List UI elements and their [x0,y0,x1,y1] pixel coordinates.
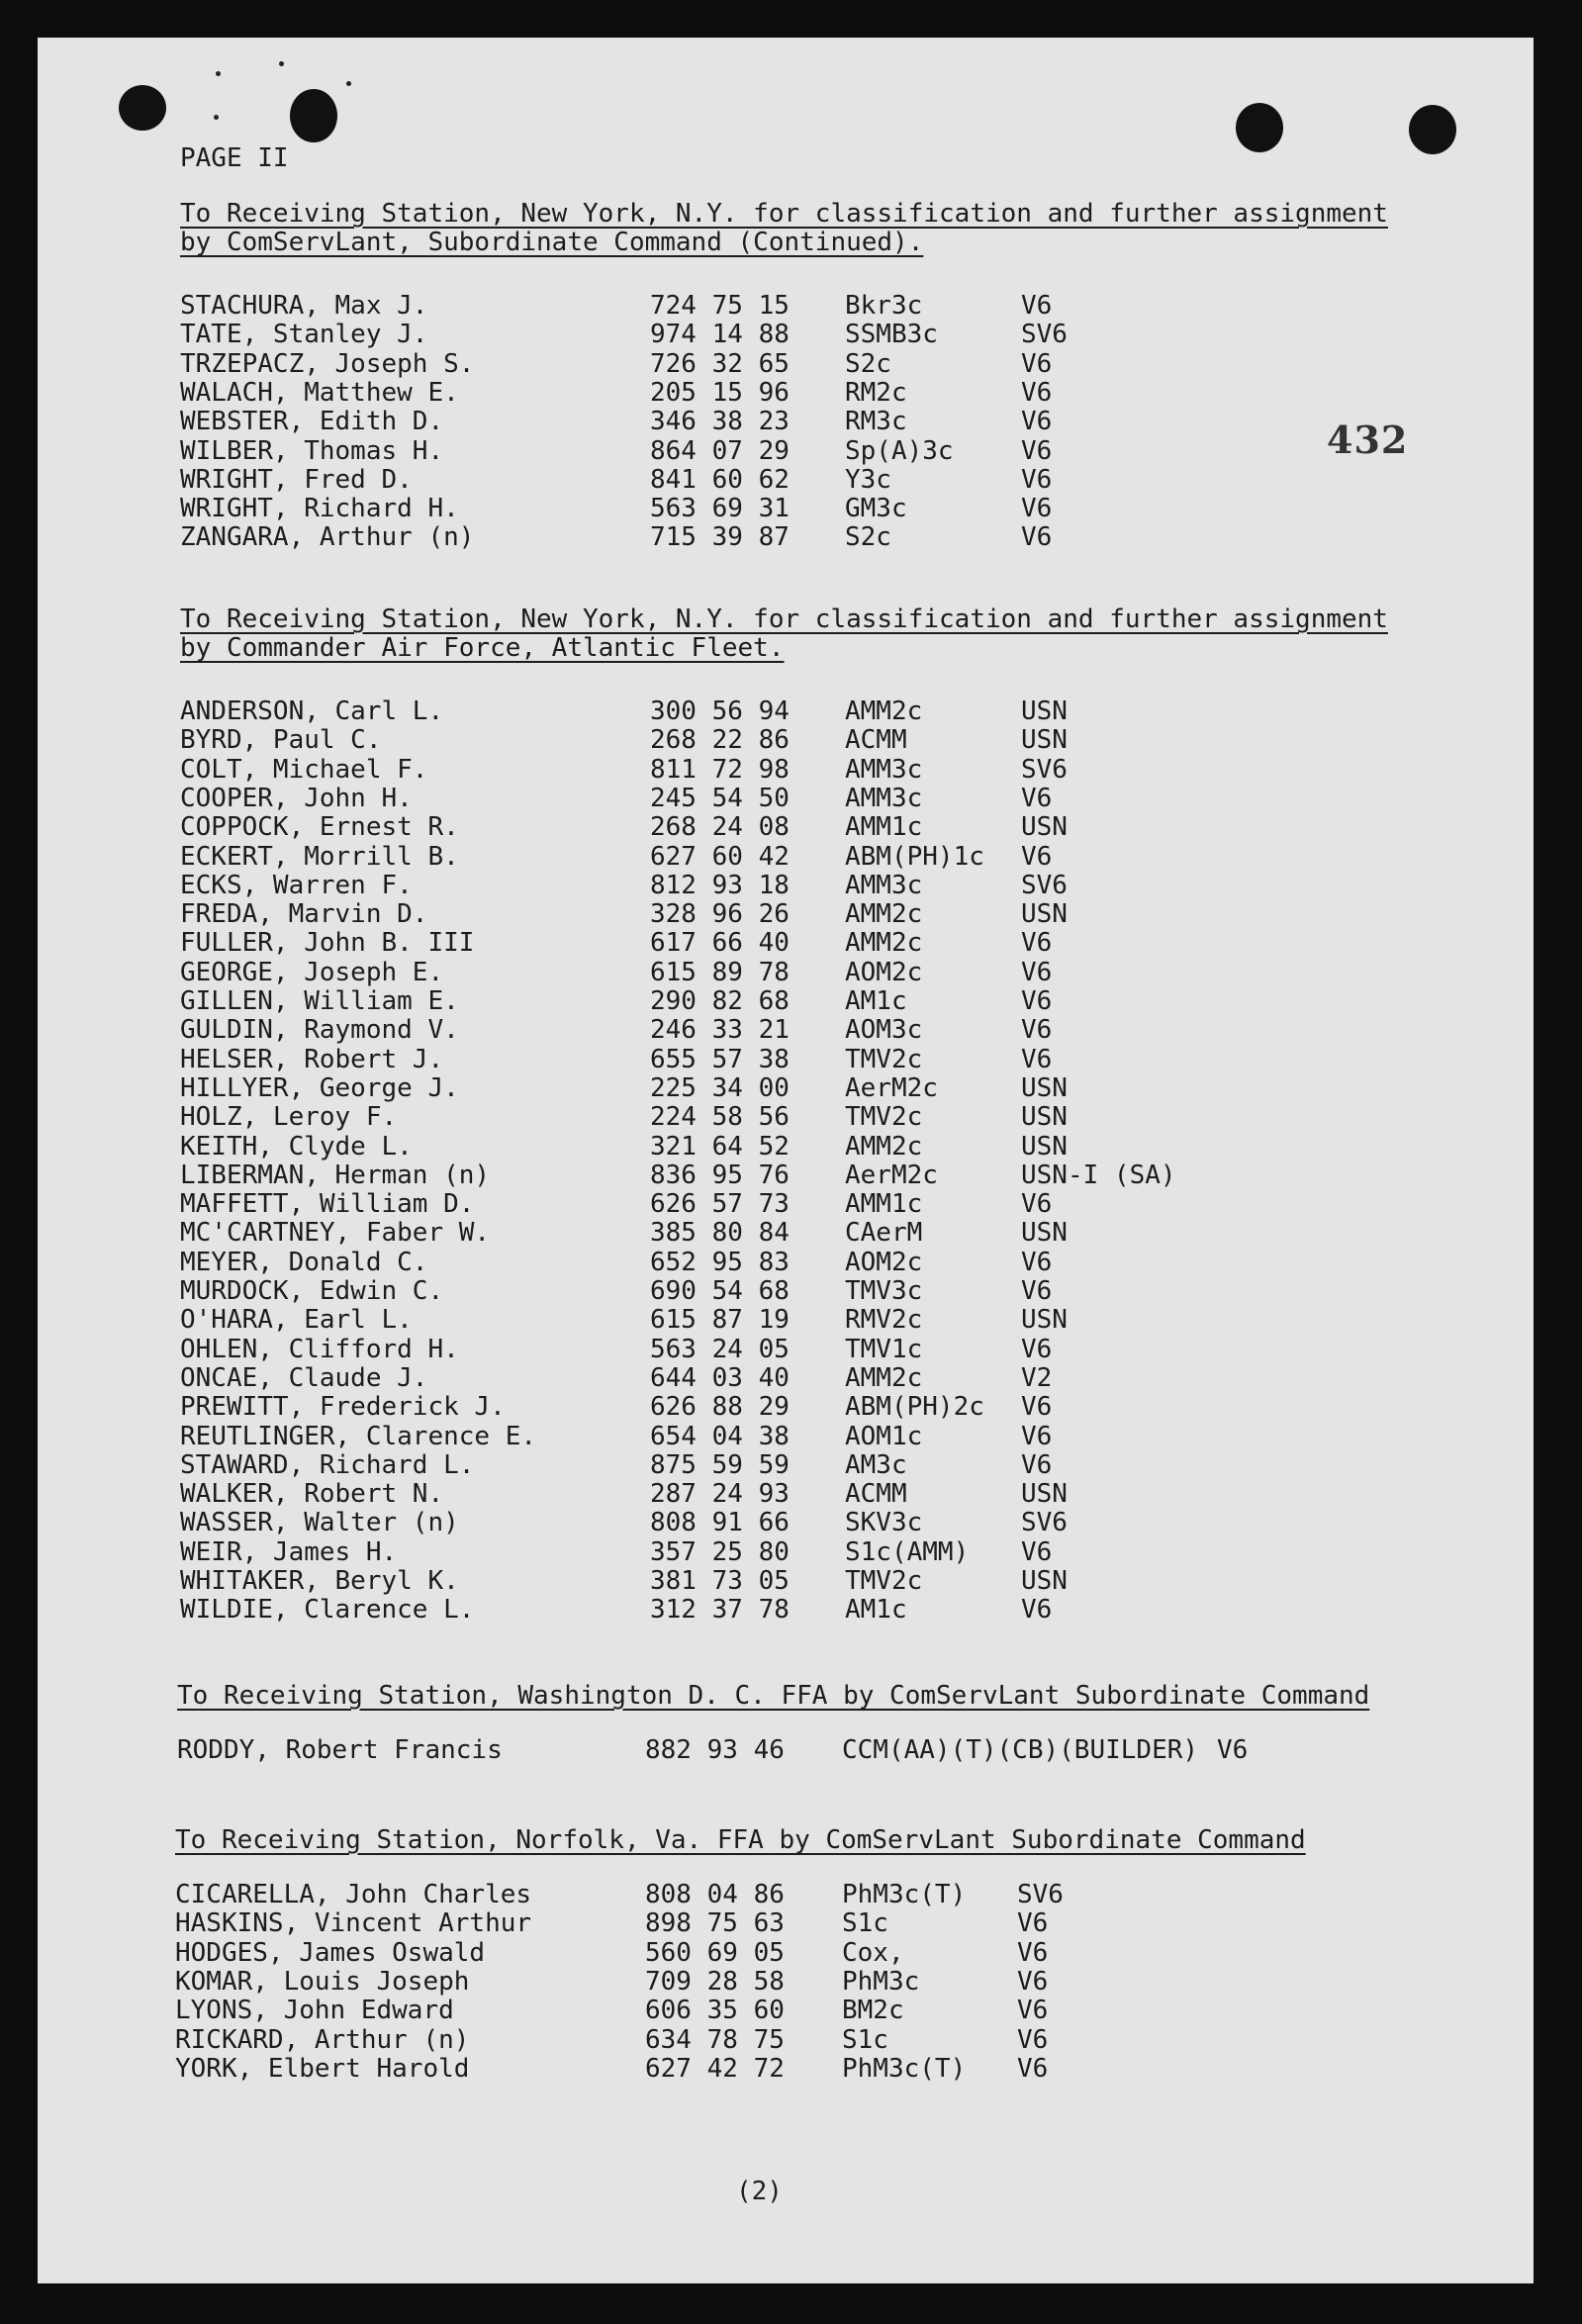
punch-hole-3 [1236,103,1283,152]
name-cell: WALKER, Robert N. [180,1479,444,1510]
status-cell: V6 [1017,1908,1049,1939]
service-no-cell: 205 15 96 [650,377,790,408]
section-heading [180,229,923,257]
service-no-cell: 626 88 29 [650,1392,790,1423]
service-no-cell: 655 57 38 [650,1044,790,1074]
status-cell: USN-I (SA) [1021,1160,1176,1190]
punch-hole-4 [1409,105,1456,154]
rate-cell: ABM(PH)1c [845,841,984,872]
status-cell: V6 [1021,291,1053,321]
rate-cell: S1c(AMM) [845,1536,970,1567]
status-cell: V6 [1021,377,1053,408]
punch-hole-1 [119,85,166,131]
service-no-cell: 606 35 60 [645,1996,785,2026]
rate-cell: S2c [845,522,891,553]
name-cell: WEIR, James H. [180,1536,398,1567]
service-no-cell: 246 33 21 [650,1015,790,1046]
status-cell: SV6 [1021,1508,1068,1538]
rate-cell: PhM3c [842,1966,920,1997]
status-cell: USN [1021,812,1068,843]
status-cell: USN [1021,1479,1068,1510]
rate-cell: BM2c [842,1996,904,2026]
name-cell: HASKINS, Vincent Arthur [175,1908,532,1939]
rate-cell: Y3c [845,464,891,495]
rate-cell: AMM3c [845,783,923,813]
status-cell: V6 [1021,928,1053,959]
service-no-cell: 563 24 05 [650,1334,790,1364]
rate-cell: Cox, [842,1937,904,1968]
status-cell: USN [1021,1131,1068,1162]
rate-cell: CAerM [845,1218,923,1249]
service-no-cell: 690 54 68 [650,1276,790,1306]
name-cell: GILLEN, William E. [180,986,459,1016]
status-cell: USN [1021,1072,1068,1103]
service-no-cell: 225 34 00 [650,1072,790,1103]
section-heading [175,1826,1306,1855]
rate-cell: RMV2c [845,1305,923,1336]
name-cell: REUTLINGER, Clarence E. [180,1421,537,1451]
service-no-cell: 563 69 31 [650,494,790,524]
service-no-cell: 709 28 58 [645,1966,785,1997]
name-cell: STAWARD, Richard L. [180,1449,475,1480]
ink-speck [279,61,284,66]
status-cell: V6 [1017,1937,1049,1968]
name-cell: WILDIE, Clarence L. [180,1595,475,1626]
service-no-cell: 644 03 40 [650,1362,790,1393]
rate-cell: PhM3c(T) [842,2053,967,2084]
service-no-cell: 841 60 62 [650,464,790,495]
status-cell: V6 [1217,1735,1249,1765]
status-cell: V6 [1021,986,1053,1016]
rate-cell: SKV3c [845,1508,923,1538]
status-cell: V6 [1017,1966,1049,1997]
status-cell: USN [1021,1218,1068,1249]
service-no-cell: 560 69 05 [645,1937,785,1968]
name-cell: CICARELLA, John Charles [175,1880,532,1909]
name-cell: MEYER, Donald C. [180,1247,428,1277]
name-cell: LIBERMAN, Herman (n) [180,1160,491,1190]
status-cell: V6 [1021,1421,1053,1451]
status-cell: V6 [1021,1247,1053,1277]
page-label: PAGE II [180,143,289,173]
rate-cell: AMM2c [845,697,923,726]
status-cell: V6 [1017,1996,1049,2026]
rate-cell: ACMM [845,1479,907,1510]
name-cell: LYONS, John Edward [175,1996,454,2026]
rate-cell: TMV2c [845,1044,923,1074]
rate-cell: TMV3c [845,1276,923,1306]
name-cell: MC'CARTNEY, Faber W. [180,1218,491,1249]
rate-cell: S1c [842,1908,888,1939]
rate-cell: AMM3c [845,870,923,900]
service-no-cell: 615 89 78 [650,957,790,987]
status-cell: V6 [1017,2053,1049,2084]
service-no-cell: 346 38 23 [650,407,790,437]
name-cell: WASSER, Walter (n) [180,1508,459,1538]
rate-cell: Sp(A)3c [845,435,954,466]
rate-cell: AM1c [845,986,907,1016]
section-heading-text: To Receiving Station, Washington D. C. FFA by ComServLant Subordinate Command [177,1681,1370,1711]
service-no-cell: 245 54 50 [650,783,790,813]
punch-hole-2 [290,89,337,142]
ink-speck [214,115,219,120]
rate-cell: AerM2c [845,1072,938,1103]
name-cell: ONCAE, Claude J. [180,1362,428,1393]
service-no-cell: 654 04 38 [650,1421,790,1451]
name-cell: O'HARA, Earl L. [180,1305,413,1336]
section-heading-text: To Receiving Station, New York, N.Y. for classification and further assignment [180,604,1388,634]
name-cell: COLT, Michael F. [180,754,428,785]
status-cell: V6 [1021,522,1053,553]
status-cell: V6 [1021,494,1053,524]
rate-cell: ACMM [845,725,907,756]
name-cell: BYRD, Paul C. [180,725,382,756]
rate-cell: TMV2c [845,1102,923,1133]
status-cell: V6 [1021,1189,1053,1220]
status-cell: V6 [1021,1015,1053,1046]
rate-cell: AMM2c [845,899,923,930]
rate-cell: AOM1c [845,1421,923,1451]
name-cell: GULDIN, Raymond V. [180,1015,459,1046]
status-cell: USN [1021,725,1068,756]
name-cell: KOMAR, Louis Joseph [175,1966,470,1997]
status-cell: SV6 [1021,870,1068,900]
name-cell: TATE, Stanley J. [180,320,428,350]
status-cell: V6 [1021,1392,1053,1423]
name-cell: COOPER, John H. [180,783,413,813]
service-no-cell: 385 80 84 [650,1218,790,1249]
service-no-cell: 357 25 80 [650,1536,790,1567]
name-cell: COPPOCK, Ernest R. [180,812,459,843]
service-no-cell: 836 95 76 [650,1160,790,1190]
service-no-cell: 726 32 65 [650,348,790,379]
status-cell: USN [1021,697,1068,726]
status-cell: SV6 [1017,1880,1064,1909]
service-no-cell: 627 42 72 [645,2053,785,2084]
status-cell: V6 [1021,1044,1053,1074]
status-cell: V6 [1021,841,1053,872]
section-heading-text: To Receiving Station, Norfolk, Va. FFA by ComServLant Subordinate Command [175,1825,1306,1855]
name-cell: MAFFETT, William D. [180,1189,475,1220]
rate-cell: RM2c [845,377,907,408]
service-no-cell: 864 07 29 [650,435,790,466]
rate-cell: AM1c [845,1595,907,1626]
rate-cell: SSMB3c [845,320,938,350]
service-no-cell: 300 56 94 [650,697,790,726]
rate-cell: AOM2c [845,957,923,987]
rate-cell: AMM2c [845,1131,923,1162]
service-no-cell: 626 57 73 [650,1189,790,1220]
section-heading [180,605,1388,634]
service-no-cell: 224 58 56 [650,1102,790,1133]
section-heading-text: To Receiving Station, New York, N.Y. for classification and further assignment [180,199,1388,229]
section-heading [180,200,1388,229]
service-no-cell: 715 39 87 [650,522,790,553]
name-cell: WEBSTER, Edith D. [180,407,444,437]
name-cell: HILLYER, George J. [180,1072,459,1103]
service-no-cell: 724 75 15 [650,291,790,321]
name-cell: WILBER, Thomas H. [180,435,444,466]
name-cell: HELSER, Robert J. [180,1044,444,1074]
status-cell: SV6 [1021,320,1068,350]
rate-cell: AOM3c [845,1015,923,1046]
service-no-cell: 287 24 93 [650,1479,790,1510]
section-heading-text: by Commander Air Force, Atlantic Fleet. [180,633,785,664]
name-cell: ANDERSON, Carl L. [180,697,444,726]
service-no-cell: 875 59 59 [650,1449,790,1480]
name-cell: WRIGHT, Richard H. [180,494,459,524]
name-cell: KEITH, Clyde L. [180,1131,413,1162]
rate-cell: TMV2c [845,1566,923,1596]
name-cell: WHITAKER, Beryl K. [180,1566,459,1596]
rate-cell: AMM1c [845,812,923,843]
status-cell: USN [1021,1102,1068,1133]
rate-cell: AMM1c [845,1189,923,1220]
status-cell: V6 [1021,1536,1053,1567]
status-cell: V6 [1021,783,1053,813]
name-cell: PREWITT, Frederick J. [180,1392,506,1423]
service-no-cell: 381 73 05 [650,1566,790,1596]
name-cell: TRZEPACZ, Joseph S. [180,348,475,379]
name-cell: HOLZ, Leroy F. [180,1102,398,1133]
service-no-cell: 808 04 86 [645,1880,785,1909]
rate-cell: AMM2c [845,1362,923,1393]
name-cell: WRIGHT, Fred D. [180,464,413,495]
name-cell: GEORGE, Joseph E. [180,957,444,987]
service-no-cell: 290 82 68 [650,986,790,1016]
ink-speck [216,71,221,76]
status-cell: V6 [1021,1334,1053,1364]
status-cell: V6 [1021,1276,1053,1306]
name-cell: FREDA, Marvin D. [180,899,428,930]
name-cell: MURDOCK, Edwin C. [180,1276,444,1306]
rate-cell: S2c [845,348,891,379]
status-cell: V2 [1021,1362,1053,1393]
status-cell: V6 [1021,1449,1053,1480]
section-heading-text: by ComServLant, Subordinate Command (Continued). [180,228,924,258]
service-no-cell: 634 78 75 [645,2024,785,2055]
service-no-cell: 312 37 78 [650,1595,790,1626]
service-no-cell: 627 60 42 [650,841,790,872]
service-no-cell: 974 14 88 [650,320,790,350]
rate-cell: PhM3c(T) [842,1880,967,1909]
service-no-cell: 812 93 18 [650,870,790,900]
service-no-cell: 898 75 63 [645,1908,785,1939]
name-cell: WALACH, Matthew E. [180,377,459,408]
status-cell: USN [1021,1305,1068,1336]
status-cell: V6 [1021,464,1053,495]
section-heading [177,1682,1369,1711]
name-cell: ZANGARA, Arthur (n) [180,522,475,553]
status-cell: V6 [1021,348,1053,379]
rate-cell: GM3c [845,494,907,524]
rate-cell: TMV1c [845,1334,923,1364]
document-page [38,38,1534,2283]
rate-cell: ABM(PH)2c [845,1392,984,1423]
ink-speck [346,81,351,86]
stamp-number: 432 [1327,418,1409,462]
rate-cell: AM3c [845,1449,907,1480]
name-cell: ECKS, Warren F. [180,870,413,900]
name-cell: YORK, Elbert Harold [175,2053,470,2084]
service-no-cell: 268 22 86 [650,725,790,756]
name-cell: STACHURA, Max J. [180,291,428,321]
page-number-footer: (2) [736,2177,783,2206]
rate-cell: CCM(AA)(T)(CB)(BUILDER) [842,1735,1199,1765]
service-no-cell: 615 87 19 [650,1305,790,1336]
status-cell: V6 [1017,2024,1049,2055]
service-no-cell: 808 91 66 [650,1508,790,1538]
service-no-cell: 268 24 08 [650,812,790,843]
service-no-cell: 328 96 26 [650,899,790,930]
status-cell: V6 [1021,957,1053,987]
status-cell: V6 [1021,435,1053,466]
service-no-cell: 811 72 98 [650,754,790,785]
service-no-cell: 882 93 46 [645,1735,785,1765]
rate-cell: Bkr3c [845,291,923,321]
status-cell: USN [1021,1566,1068,1596]
service-no-cell: 617 66 40 [650,928,790,959]
section-heading [180,634,784,663]
status-cell: V6 [1021,407,1053,437]
name-cell: HODGES, James Oswald [175,1937,486,1968]
rate-cell: AMM2c [845,928,923,959]
name-cell: OHLEN, Clifford H. [180,1334,459,1364]
name-cell: ECKERT, Morrill B. [180,841,459,872]
rate-cell: S1c [842,2024,888,2055]
rate-cell: AerM2c [845,1160,938,1190]
name-cell: RODDY, Robert Francis [177,1735,503,1765]
status-cell: USN [1021,899,1068,930]
rate-cell: RM3c [845,407,907,437]
name-cell: FULLER, John B. III [180,928,475,959]
service-no-cell: 321 64 52 [650,1131,790,1162]
status-cell: SV6 [1021,754,1068,785]
rate-cell: AOM2c [845,1247,923,1277]
rate-cell: AMM3c [845,754,923,785]
service-no-cell: 652 95 83 [650,1247,790,1277]
status-cell: V6 [1021,1595,1053,1626]
name-cell: RICKARD, Arthur (n) [175,2024,470,2055]
